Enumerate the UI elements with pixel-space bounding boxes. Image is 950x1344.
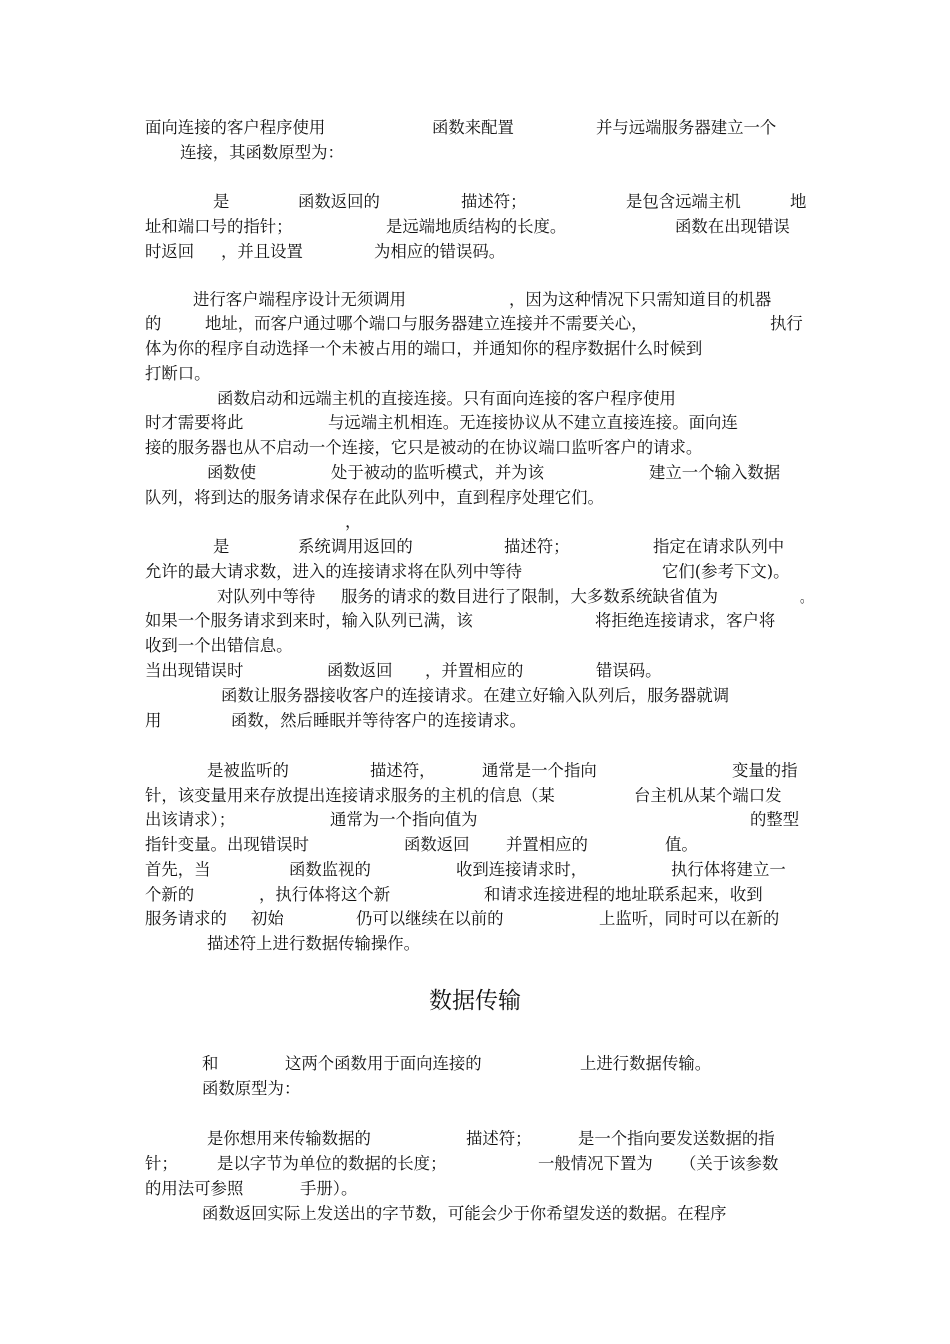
text-segment: 台主机从某个端口发 [634, 786, 782, 805]
text-segment: 并置相应的 [506, 835, 588, 854]
text-segment: 收到一个出错信息。 [145, 636, 293, 655]
text-line [0, 759, 950, 783]
text-line [0, 1127, 950, 1151]
text-segment: 函数让服务器接收客户的连接请求。在建立好输入队列后，服务器就调 [221, 686, 730, 705]
text-segment: 服务的请求的数目进行了限制，大多数系统缺省值为 [341, 587, 718, 606]
text-segment: 函数原型为： [202, 1079, 301, 1098]
text-line [0, 215, 950, 239]
text-segment: 函数返回 [404, 835, 470, 854]
text-segment: 执行 [770, 314, 803, 333]
text-segment: ， [345, 512, 362, 531]
text-segment: 是 [213, 537, 230, 556]
text-line [0, 312, 950, 336]
text-segment: 函数，然后睡眠并等待客户的连接请求。 [231, 711, 527, 730]
text-line [0, 411, 950, 435]
text-line [0, 709, 950, 733]
text-line [0, 1052, 950, 1076]
text-segment: 一般情况下置为 [538, 1154, 653, 1173]
text-line [0, 387, 950, 411]
text-line [0, 141, 950, 165]
text-segment: 针，该变量用来存放提出连接请求服务的主机的信息（某 [145, 786, 555, 805]
text-segment: 仍可以继续在以前的 [356, 909, 504, 928]
text-line [0, 337, 950, 361]
text-segment: ，并置相应的 [425, 661, 524, 680]
text-segment: 函数返回实际上发送出的字节数，可能会少于你希望发送的数据。在程序 [202, 1204, 727, 1223]
text-segment: 出该请求）； [145, 810, 236, 829]
text-segment: 地 [790, 192, 807, 211]
text-segment: 上监听，同时可以在新的 [599, 909, 780, 928]
text-segment: 是被监听的 [207, 761, 289, 780]
text-segment: 指针变量。出现错误时 [145, 835, 309, 854]
text-segment: 描述符， [370, 761, 436, 780]
text-segment: 。 [800, 587, 813, 606]
text-segment: 将拒绝连接请求，客户将 [595, 611, 776, 630]
text-segment: 是你想用来传输数据的 [207, 1129, 371, 1148]
text-line [0, 510, 950, 534]
text-segment: 时才需要将此 [145, 413, 244, 432]
text-line [0, 932, 950, 956]
section-heading: 数据传输 [429, 988, 521, 1014]
text-segment: 建立一个输入数据 [649, 463, 781, 482]
text-segment: 允许的最大请求数，进入的连接请求将在队列中等待 [145, 562, 522, 581]
text-segment: 是以字节为单位的数据的长度； [217, 1154, 447, 1173]
text-segment: 描述符； [466, 1129, 532, 1148]
text-segment: 面向连接的客户程序使用 [145, 118, 326, 137]
text-line [0, 190, 950, 214]
text-segment: 是远端地质结构的长度。 [386, 217, 567, 236]
text-segment: 和 [202, 1054, 219, 1073]
text-segment: 为相应的错误码。 [374, 242, 506, 261]
text-line [0, 609, 950, 633]
text-segment: 通常为一个指向值为 [330, 810, 478, 829]
text-segment: 上进行数据传输。 [580, 1054, 712, 1073]
text-line [0, 1152, 950, 1176]
text-segment: 并与远端服务器建立一个 [596, 118, 777, 137]
text-segment: 函数返回的 [298, 192, 380, 211]
text-line [0, 288, 950, 312]
text-segment: 函数返回 [327, 661, 393, 680]
text-segment: 服务请求的 [145, 909, 227, 928]
text-segment: 是一个指向要发送数据的指 [578, 1129, 775, 1148]
text-line [0, 907, 950, 931]
text-segment: 体为你的程序自动选择一个未被占用的端口，并通知你的程序数据什么时候到 [145, 339, 703, 358]
text-line [0, 784, 950, 808]
text-line [0, 240, 950, 264]
text-segment: 手册）。 [300, 1179, 358, 1198]
text-line [0, 560, 950, 584]
text-segment: 个新的 [145, 885, 195, 904]
text-line [0, 461, 950, 485]
text-segment: 值。 [665, 835, 698, 854]
text-line [0, 1202, 950, 1226]
text-segment: 的整型 [750, 810, 800, 829]
text-segment: 函数在出现错误 [675, 217, 790, 236]
text-line [0, 362, 950, 386]
text-line [0, 486, 950, 510]
text-segment: 连接，其函数原型为： [180, 143, 344, 162]
text-segment: 是 [213, 192, 230, 211]
text-line [0, 634, 950, 658]
text-segment: 和请求连接进程的地址联系起来，收到 [484, 885, 763, 904]
text-line [0, 436, 950, 460]
text-line [0, 659, 950, 683]
text-segment: 这两个函数用于面向连接的 [285, 1054, 482, 1073]
text-segment: 描述符上进行数据传输操作。 [207, 934, 421, 953]
text-segment: 错误码。 [596, 661, 662, 680]
text-segment: 变量的指 [732, 761, 798, 780]
text-segment: 针； [145, 1154, 178, 1173]
text-line [0, 535, 950, 559]
text-segment: 用 [145, 711, 162, 730]
text-line [0, 883, 950, 907]
text-line [0, 808, 950, 832]
text-line [0, 1077, 950, 1101]
text-line [0, 858, 950, 882]
text-segment: 处于被动的监听模式，并为该 [331, 463, 545, 482]
text-segment: 函数来配置 [432, 118, 514, 137]
text-segment: 时返回 [145, 242, 195, 261]
text-segment: 它们(参考下文)。 [662, 562, 790, 581]
text-segment: 首先，当 [145, 860, 211, 879]
text-segment: 如果一个服务请求到来时，输入队列已满，该 [145, 611, 473, 630]
text-segment: 接的服务器也从不启动一个连接，它只是被动的在协议端口监听客户的请求。 [145, 438, 703, 457]
text-segment: ，并且设置 [221, 242, 303, 261]
text-segment: 的用法可参照 [145, 1179, 244, 1198]
text-segment: ，执行体将这个新 [259, 885, 391, 904]
text-segment: 描述符； [504, 537, 570, 556]
text-segment: 的 [145, 314, 162, 333]
text-line [0, 684, 950, 708]
text-segment: 当出现错误时 [145, 661, 244, 680]
text-segment: ，因为这种情况下只需知道目的机器 [509, 290, 772, 309]
text-line [0, 1177, 950, 1201]
text-segment: 通常是一个指向 [482, 761, 597, 780]
text-segment: （关于该参数 [680, 1154, 779, 1173]
text-line [0, 116, 950, 140]
text-segment: 执行体将建立一 [671, 860, 786, 879]
text-segment: 函数使 [207, 463, 257, 482]
text-line [0, 833, 950, 857]
text-segment: 函数启动和远端主机的直接连接。只有面向连接的客户程序使用 [217, 389, 676, 408]
text-segment: 收到连接请求时， [456, 860, 588, 879]
text-segment: 是包含远端主机 [626, 192, 741, 211]
text-segment: 初始 [251, 909, 284, 928]
text-segment: 队列，将到达的服务请求保存在此队列中，直到程序处理它们。 [145, 488, 604, 507]
text-segment: 指定在请求队列中 [653, 537, 785, 556]
text-segment: 打断口。 [145, 364, 211, 383]
text-line [0, 585, 950, 609]
text-segment: 描述符； [461, 192, 527, 211]
text-segment: 进行客户端程序设计无须调用 [193, 290, 407, 309]
text-segment: 与远端主机相连。无连接协议从不建立直接连接。面向连 [328, 413, 738, 432]
text-segment: 函数监视的 [289, 860, 371, 879]
text-segment: 对队列中等待 [217, 587, 316, 606]
text-segment: 址和端口号的指针； [145, 217, 293, 236]
text-segment: 地址，而客户通过哪个端口与服务器建立连接并不需要关心， [205, 314, 648, 333]
text-segment: 系统调用返回的 [298, 537, 413, 556]
